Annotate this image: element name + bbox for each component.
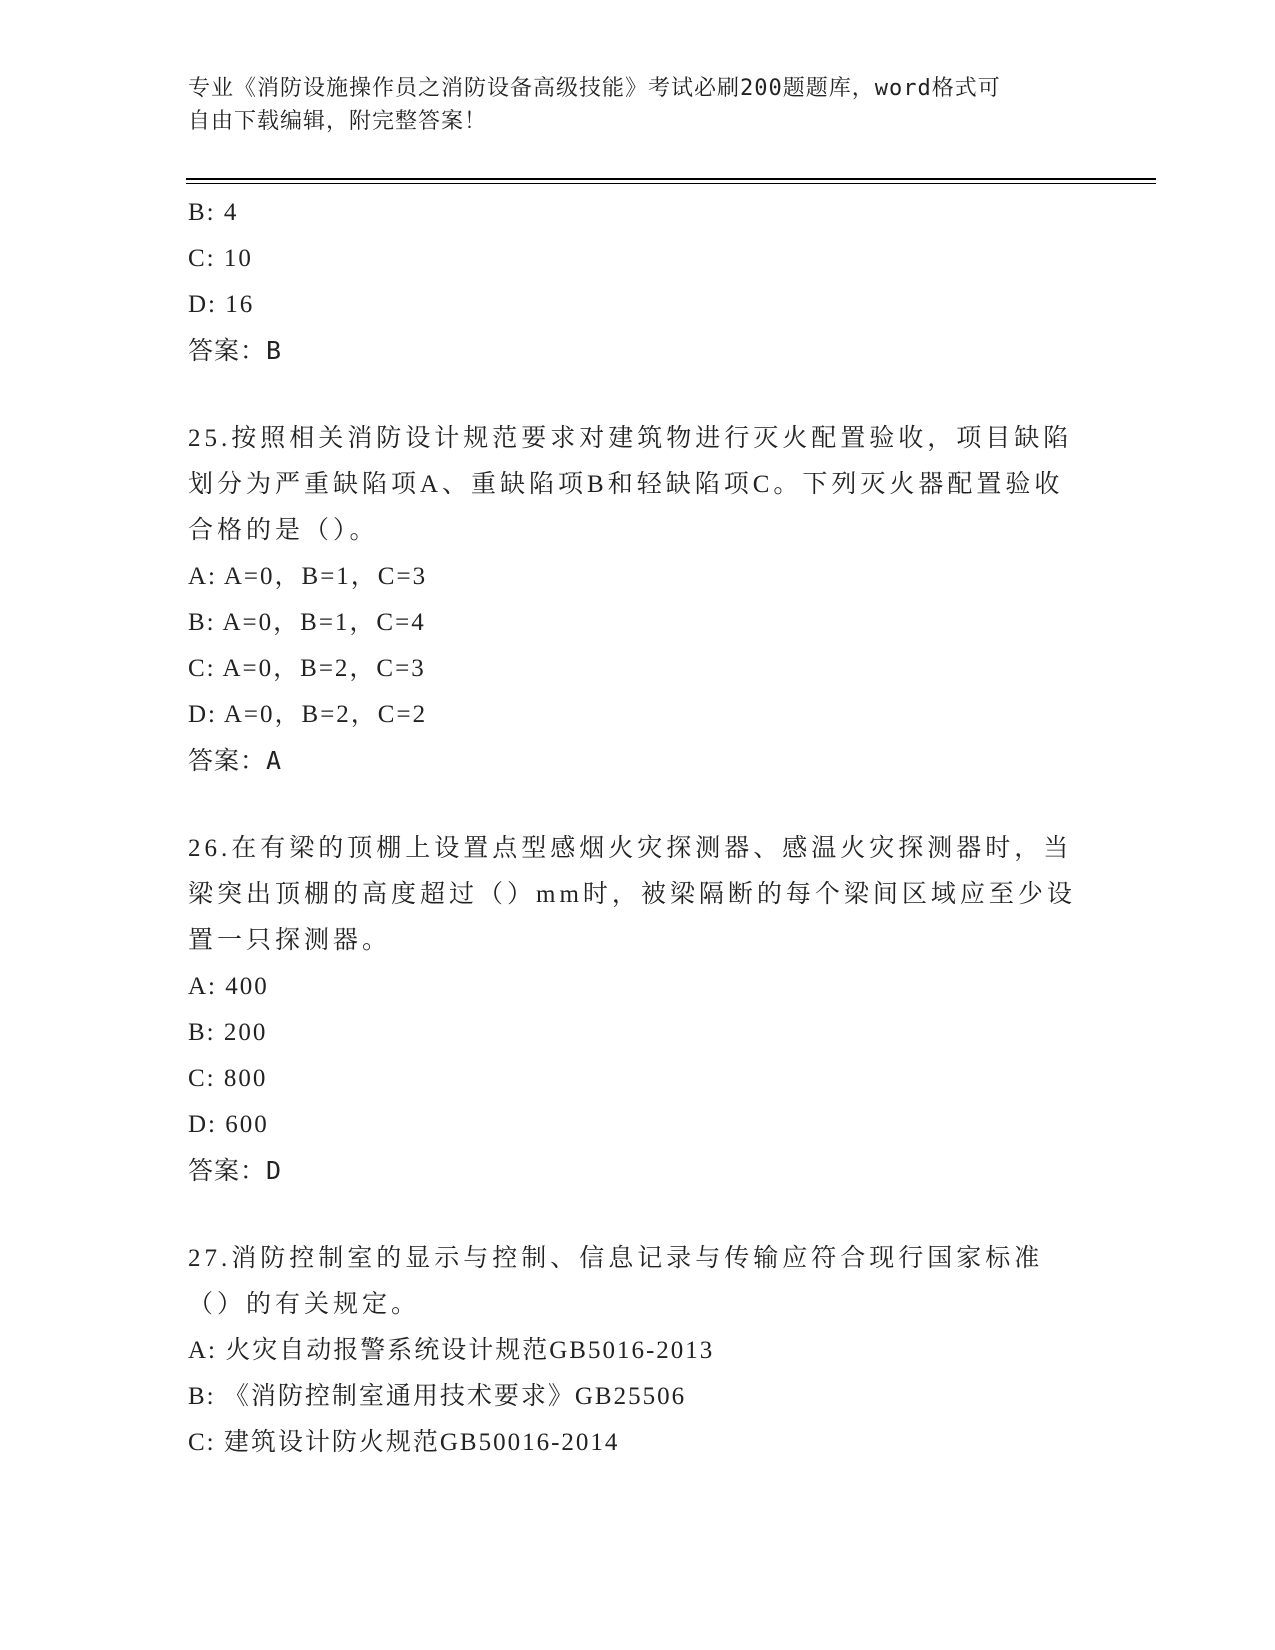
option-b: B: 《消防控制室通用技术要求》GB25506 — [188, 1383, 687, 1410]
header-rule-thin — [186, 183, 1156, 184]
option-a: A: 400 — [188, 973, 269, 1000]
option-a: A: A=0，B=1，C=3 — [188, 563, 428, 590]
answer-line: 答案：B — [188, 336, 283, 365]
option-d: D: 600 — [188, 1111, 269, 1138]
header-line-1: 专业《消防设施操作员之消防设备高级技能》考试必刷200题题库，word格式可 — [188, 76, 1001, 101]
option-b: B: 4 — [188, 199, 239, 226]
document-body — [188, 190, 1088, 1466]
question-24-continued — [188, 190, 1088, 374]
option-d: D: 16 — [188, 291, 255, 318]
option-c: C: 建筑设计防火规范GB50016-2014 — [188, 1429, 620, 1456]
option-c: C: 800 — [188, 1065, 268, 1092]
option-a: A: 火灾自动报警系统设计规范GB5016-2013 — [188, 1337, 715, 1364]
question-text: 26.在有梁的顶棚上设置点型感烟火灾探测器、感温火灾探测器时，当梁突出顶棚的高度超过（）mm时，被梁隔断的每个梁间区域应至少设置一只探测器。 — [188, 835, 1076, 954]
answer-line: 答案：D — [188, 1156, 283, 1185]
answer-line: 答案：A — [188, 746, 283, 775]
question-25 — [188, 416, 1088, 784]
option-c: C: A=0，B=2，C=3 — [188, 655, 426, 682]
question-text: 25.按照相关消防设计规范要求对建筑物进行灭火配置验收，项目缺陷划分为严重缺陷项A、重缺陷项B和轻缺陷项C。下列灭火器配置验收合格的是（）。 — [188, 425, 1073, 544]
option-c: C: 10 — [188, 245, 253, 272]
page-header — [188, 72, 1068, 138]
header-rule-thick — [186, 178, 1156, 180]
option-d: D: A=0，B=2，C=2 — [188, 701, 428, 728]
question-text: 27.消防控制室的显示与控制、信息记录与传输应符合现行国家标准（）的有关规定。 — [188, 1245, 1044, 1318]
option-b: B: A=0，B=1，C=4 — [188, 609, 426, 636]
option-b: B: 200 — [188, 1019, 268, 1046]
question-26 — [188, 826, 1088, 1194]
header-line-2: 自由下载编辑，附完整答案！ — [188, 109, 488, 134]
question-27 — [188, 1236, 1088, 1466]
